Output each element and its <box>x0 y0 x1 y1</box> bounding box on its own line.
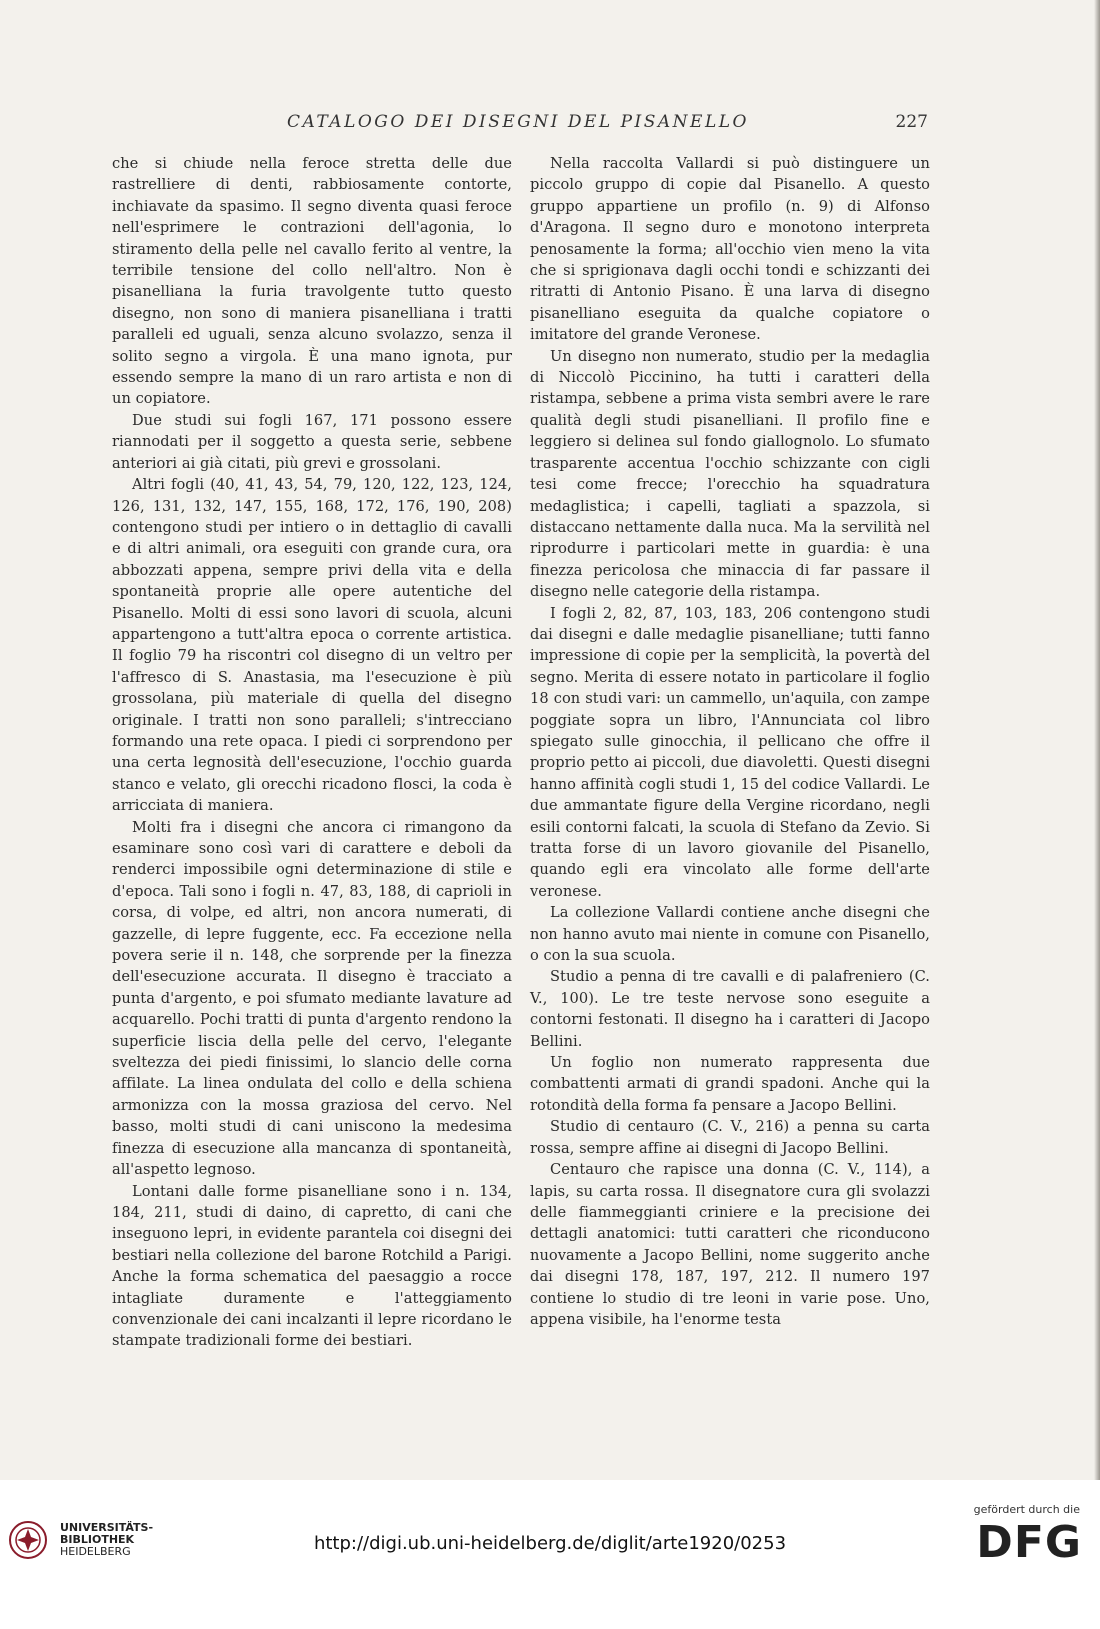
document-url-link[interactable]: http://digi.ub.uni-heidelberg.de/diglit/arte1920/0253 <box>313 1533 787 1554</box>
paragraph: Lontani dalle forme pisanelliane sono i n. 134, 184, 211, studi di daino, di capretto, di cani che inseguono lepri, in evidente parantela coi disegni dei bestiari nella collezione del barone Rotchild a Parigi. Anche la forma schematica del paesaggio a rocce intagliate duramente e l'atteggiamento convenzionale dei cani incalzanti il lepre ricordano le stampate tradizionali forme dei bestiari. <box>112 1182 512 1350</box>
paragraph: Studio a penna di tre cavalli e di palafreniero (C. V., 100). Le tre teste nervose sono eseguite a contorni festonati. Il disegno ha i caratteri di Jacopo Bellini. <box>530 968 930 1050</box>
library-line: UNIVERSITÄTS- <box>60 1521 154 1534</box>
running-head <box>108 112 928 140</box>
library-line: HEIDELBERG <box>60 1545 131 1558</box>
paragraph: I fogli 2, 82, 87, 103, 183, 206 contengono studi dai disegni e dalle medaglie pisanelliane; tutti fanno impressione di copie per la semplicità, la povertà del segno. Merita di essere notato in particolare il foglio 18 con studi vari: un cammello, un'aquila, con zampe poggiate sopra un libro, l'Annunciata col libro spiegato sulle ginocchia, il pellicano che offre il proprio petto ai piccoli, due diavoletti. Questi disegni hanno affinità cogli studi 1, 15 del codice Vallardi. Le due ammantate figure della Vergine ricordano, negli esili contorni falcati, la scuola di Stefano da Zevio. Si tratta forse di un lavoro giovanile del Pisanello, quando egli era vincolato alle forme dell'arte veronese. <box>530 604 930 900</box>
paragraph: Un disegno non numerato, studio per la medaglia di Niccolò Piccinino, ha tutti i caratteri della ristampa, sebbene a prima vista sembri avere le rare qualità degli studi pisanelliani. Il profilo fine e leggiero si delinea sul fondo giallognolo. Lo sfumato trasparente accentua l'occhio schizzante con cigli tesi come frecce; l'orecchio ha squadratura medaglistica; i capelli, tagliati a spazzola, si distaccano nettamente dalla nuca. Ma la servilità nel riprodurre i particolari mette in guardia: è una finezza pericolosa che minaccia di far passare il disegno nelle categorie della ristampa. <box>530 347 930 601</box>
paragraph: Un foglio non numerato rappresenta due combattenti armati di grandi spadoni. Anche qui la rotondità della forma fa pensare a Jacopo Bellini. <box>530 1054 930 1114</box>
right-column <box>530 153 930 1330</box>
footer-bar <box>0 1480 1100 1629</box>
paragraph: Altri fogli (40, 41, 43, 54, 79, 120, 122, 123, 124, 126, 131, 132, 147, 155, 168, 172, 176, 190, 208) contengono studi per intiero o in dettaglio di cavalli e di altri animali, ora eseguiti con grande cura, ora abbozzati appena, sempre privi della vita e della spontaneità proprie alle opere autentiche del Pisanello. Molti di essi sono lavori di scuola, alcuni appartengono a tutt'altra epoca o corrente artistica. Il foglio 79 ha riscontri col disegno di un veltro per l'affresco di S. Anastasia, ma l'esecuzione è più grossolana, più materiale di quella del disegno originale. I tratti non sono paralleli; s'intrecciano formando una rete opaca. I piedi ci sorprendono per una certa legnosità dell'esecuzione, l'occhio guarda stanco e velato, gli orecchi ricadono flosci, la coda è arricciata di maniera. <box>112 476 512 815</box>
left-column <box>112 153 512 1352</box>
paragraph: Nella raccolta Vallardi si può distinguere un piccolo gruppo di copie dal Pisanello. A questo gruppo appartiene un profilo (n. 9) di Alfonso d'Aragona. Il segno duro e monotono interpreta penosamente la forma; all'occhio vien meno la vita che si sprigionava dagli occhi tondi e schizzanti dei ritratti di Antonio Pisano. È una larva di disegno pisanelliano eseguita da qualche copiatore o imitatore del grande Veronese. <box>530 155 930 344</box>
paragraph: La collezione Vallardi contiene anche disegni che non hanno avuto mai niente in comune con Pisanello, o con la sua scuola. <box>530 904 930 965</box>
dfg-logo: DFG <box>976 1517 1082 1568</box>
paragraph: che si chiude nella feroce stretta delle due rastrelliere di denti, rabbiosamente contorte, inchiavate da spasimo. Il segno diventa quasi feroce nell'esprimere le contrazioni dell'agonia, lo stiramento della pelle nel cavallo ferito al ventre, la terribile tensione del collo nell'altro. Non è pisanelliana la furia travolgente tutto questo disegno, non sono di maniera pisanelliana i tratti paralleli ed uguali, senza alcuno svolazzo, senza il solito segno a virgola. È una mano ignota, pur essendo sempre la mano di un raro artista e non di un copiatore. <box>112 155 512 408</box>
paragraph: Centauro che rapisce una donna (C. V., 114), a lapis, su carta rossa. Il disegnatore cura gli svolazzi delle fiammeggianti criniere e la precisione dei dettagli anatomici: tutti caratteri che riconducono nuovamente a Jacopo Bellini, nome suggerito anche dai disegni 178, 187, 197, 212. Il numero 197 contiene lo studio di tre leoni in varie pose. Uno, appena visibile, ha l'enorme testa <box>530 1161 930 1328</box>
library-line: BIBLIOTHEK <box>60 1533 135 1546</box>
paragraph: Due studi sui fogli 167, 171 possono essere riannodati per il soggetto a questa serie, sebbene anteriori ai già citati, più grevi e grossolani. <box>112 411 512 472</box>
funding-caption: gefördert durch die <box>973 1503 1080 1516</box>
running-title: CATALOGO DEI DISEGNI DEL PISANELLO <box>287 112 749 132</box>
paragraph: Studio di centauro (C. V., 216) a penna su carta rossa, sempre affine ai disegni di Jacopo Bellini. <box>530 1118 930 1157</box>
page-number: 227 <box>895 112 928 132</box>
paragraph: Molti fra i disegni che ancora ci rimangono da esaminare sono così vari di carattere e deboli da renderci impossibile ogni determinazione di stile e d'epoca. Tali sono i fogli n. 47, 83, 188, di caprioli in corsa, di volpe, ed altri, non ancora numerati, di gazzelle, di lepre fuggente, ecc. Fa eccezione nella povera serie il n. 148, che sorprende per la finezza dell'esecuzione accurata. Il disegno è tracciato a punta d'argento, e poi sfumato mediante lavature ad acquarello. Pochi tratti di punta d'argento rendono la superficie liscia della pelle del cervo, l'elegante sveltezza dei piedi finissimi, lo slancio delle corna affilate. La linea ondulata del collo e della schiena armonizza con la mossa graziosa del cervo. Nel basso, molti studi di cani uniscono la medesima finezza di esecuzione alla mancanza di spontaneità, all'aspetto legnoso. <box>112 818 512 1179</box>
